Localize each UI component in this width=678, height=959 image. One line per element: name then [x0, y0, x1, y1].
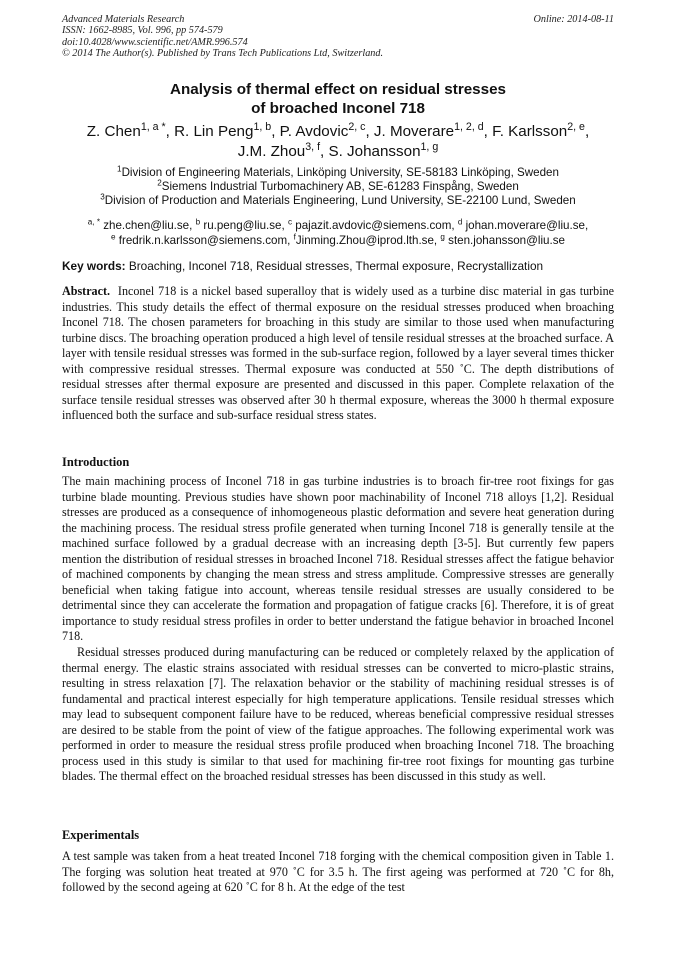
author-sup: 2, e: [567, 121, 585, 134]
section-heading-introduction: Introduction: [62, 455, 130, 469]
author-name: R. Lin Peng: [174, 123, 254, 140]
introduction-body: [62, 474, 614, 785]
experimentals-body: [62, 849, 614, 896]
paragraph: Residual stresses produced during manufacturing can be reduced or completely relaxed by the application of thermal energy. The elastic strains associated with residual stresses can be converted to micro-plastic strains, resulting in stress relaxation [7]. The relaxation behavior or the stability of machining residual stresses is of fundamental and practical interest especially for high temperature applications. Tensile residual stresses which may lead to subsequent component failure have to be reduced, whereas beneficial compressive residual stresses are desired to be stable from the point of view of the fatigue approaches. The following experimental work was performed in order to measure the residual stress profile produced when broaching Inconel 718. The broaching process used in this study is similar to that used for machining fir-tree root fixings for mounting gas turbine blades. The thermal effect on the broached residual stresses has been discussed in this study as well.: [62, 645, 614, 784]
paragraph: The main machining process of Inconel 718 in gas turbine industries is to broach fir-tree root fixings for gas turbine blade mounting. Previous studies have shown poor machinability of Inconel 718 alloys [1,2]. Residual stresses are produced as a consequence of inhomogeneous plastic deformation and severe heat generation during the machining process. The residual stress profile generated when turning Inconel 718 is generally tensile at the machined surface followed by a gradual decrease with an increasing depth [3-5]. But currently few papers mention the distribution of residual stresses in broached Inconel 718. Residual stresses affect the fatigue behavior of machined components by changing the mean stress and stress amplitude. Compressive stresses are generally beneficial when taking fatigue into account, whereas tensile residual stresses are usually considered to be detrimental since they can accelerate the formation and propagation of fatigue cracks [6]. Therefore, it is of great importance to study residual stress profiles in order to better understand the fatigue behavior in broached Inconel 718.: [62, 474, 614, 644]
author-name: P. Avdovic: [279, 123, 349, 140]
abstract-text: Inconel 718 is a nickel based superalloy that is widely used as a turbine disc material in gas turbine industries. This study details the effect of thermal exposure on the residual stresses produced when broaching Inconel 718. The chosen parameters for broaching in this study are similar to those used when manufacturing turbine discs. The broaching operation produced a high level of tensile residual stresses at the broached surface. A layer with tensile residual stresses was formed in the sub-surface region, followed by a layer several times thicker with compressive residual stresses. Thermal exposure was conducted at 550 ˚C. The depth distributions of residual stresses after thermal exposure are presented and discussed in this paper. Complete relaxation of the surface tensile residual stresses was observed after 30 h thermal exposure, whereas the 3000 h thermal exposure influenced both the surface and sub-surface residual stress states.: [62, 284, 615, 423]
journal-header: [62, 14, 614, 60]
author-name: Z. Chen: [86, 123, 141, 140]
affiliation-item: $^2$Siemens Industrial Turbomachinery AB, SE-61283 Finspång, Sweden: [157, 178, 519, 194]
email-link[interactable]: zhe.chen@liu.se,: [103, 219, 193, 232]
affiliation-list: [62, 166, 614, 209]
keywords: [62, 259, 614, 274]
author-name: J.M. Zhou: [237, 143, 306, 160]
paragraph: A test sample was taken from a heat treated Inconel 718 forging with the chemical composition given in Table 1. The forging was solution heat treated at 970 ˚C for 3.5 h. The first ageing was performed at 720 ˚C for 8h, followed by the second ageing at 620 ˚C for 8 h. At the edge of the test: [62, 849, 614, 895]
email-link[interactable]: johan.moverare@liu.se,: [465, 219, 589, 232]
author-list: Z. Chen$^{1, a *}$, R. Lin Peng$^{1, b}$, P. Avdovic$^{2, c}$, J. Moverare$^{1, 2, d}$, F. Karlsson$^{2, e}$, J.M. Zhou$^{3, f}$, S. Johansson$^{1, g}$: [86, 121, 590, 160]
keywords-text: Broaching, Inconel 718, Residual stresses, Thermal exposure, Recrystallization: [128, 259, 544, 273]
title-line-2: of broached Inconel 718: [251, 100, 425, 117]
author-sup: 1, a *: [140, 121, 166, 134]
affiliation-item: $^3$Division of Production and Materials Engineering, Lund University, SE-22100 Lund, Sweden: [100, 192, 576, 208]
doi-line: doi:10.4028/www.scientific.net/AMR.996.574: [62, 36, 248, 48]
author-sup: 2, c: [348, 121, 366, 134]
email-link[interactable]: ru.peng@liu.se,: [203, 219, 285, 232]
abstract: [62, 284, 614, 424]
author-name: J. Moverare: [373, 123, 455, 140]
keywords-label: Key words:: [62, 259, 126, 273]
journal-name: Advanced Materials Research: [62, 14, 185, 25]
author-name: S. Johansson: [328, 143, 421, 160]
email-link[interactable]: Jinming.Zhou@iprod.lth.se,: [295, 233, 438, 247]
author-sup: 1, g: [420, 141, 439, 154]
abstract-label: Abstract.: [62, 284, 111, 298]
email-link[interactable]: fredrik.n.karlsson@siemens.com,: [118, 233, 291, 247]
section-heading-experimentals: Experimentals: [62, 828, 140, 842]
online-date: Online: 2014-08-11: [533, 14, 614, 25]
author-name: F. Karlsson: [492, 123, 568, 140]
author-sup: 3, f: [305, 141, 321, 154]
author-sup: 1, b: [253, 121, 272, 134]
title-line-1: Analysis of thermal effect on residual stresses: [170, 81, 506, 98]
email-link[interactable]: sten.johansson@liu.se: [448, 233, 565, 247]
copyright-line: © 2014 The Author(s). Published by Trans Tech Publications Ltd, Switzerland.: [62, 48, 384, 60]
author-sup: 1, 2, d: [454, 121, 484, 134]
issn-line: ISSN: 1662-8985, Vol. 996, pp 574-579: [62, 25, 223, 37]
email-link[interactable]: pajazit.avdovic@siemens.com,: [295, 219, 455, 232]
affiliation-item: $^1$Division of Engineering Materials, Linköping University, SE-58183 Linköping, Sweden: [117, 164, 559, 179]
email-list: $^{a, *}$ zhe.chen@liu.se, $^b$ ru.peng@liu.se, $^c$ pajazit.avdovic@siemens.com, $^d$ johan.moverare@liu.se, $^e$ fredrik.n.karlsson@siemens.com, $^f$Jinming.Zhou@iprod.lth.se, $^g$ sten.johansson@liu.se: [87, 217, 589, 247]
paper-title: [62, 80, 614, 118]
